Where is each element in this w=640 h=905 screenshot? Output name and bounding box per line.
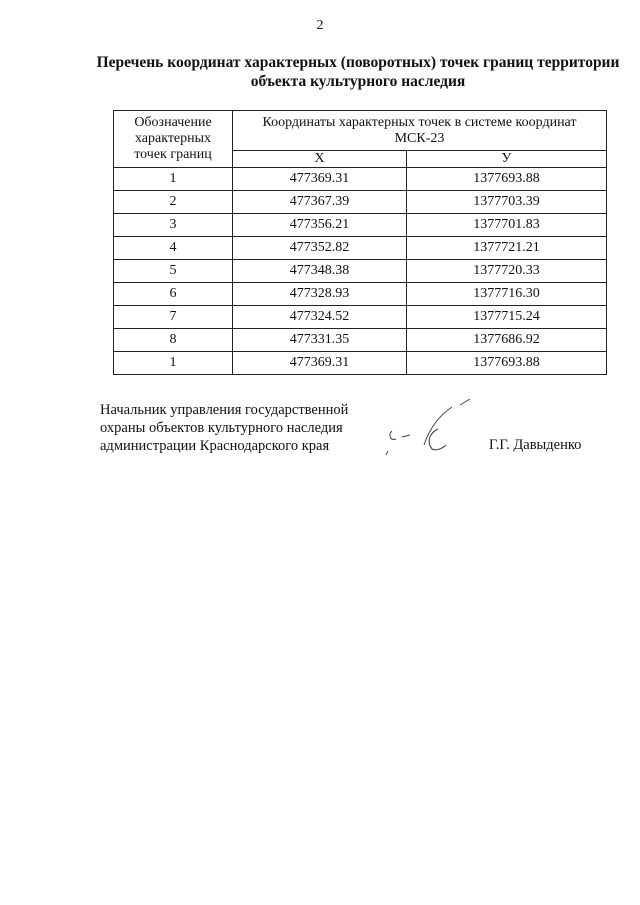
signer-position-line-1: Начальник управления государственной bbox=[100, 402, 349, 418]
point-cell: 1 bbox=[114, 168, 233, 191]
header-coords-line-1: Координаты характерных точек в системе координат bbox=[262, 115, 577, 131]
header-x: Х bbox=[233, 150, 407, 167]
point-cell: 2 bbox=[114, 191, 233, 214]
x-cell: 477348.38 bbox=[233, 260, 407, 283]
point-cell: 3 bbox=[114, 214, 233, 237]
header-point-line-2: характерных bbox=[134, 131, 212, 146]
table-row bbox=[114, 191, 607, 214]
table-row bbox=[114, 329, 607, 352]
table-row bbox=[114, 352, 607, 375]
header-coords-line-2: МСК-23 bbox=[394, 131, 445, 147]
point-cell: 1 bbox=[114, 352, 233, 375]
point-cell: 6 bbox=[114, 283, 233, 306]
x-cell: 477352.82 bbox=[233, 237, 407, 260]
header-point-line-1: Обозначение bbox=[134, 115, 212, 130]
header-point-designation bbox=[114, 111, 233, 168]
x-cell: 477369.31 bbox=[233, 168, 407, 191]
point-cell: 4 bbox=[114, 237, 233, 260]
x-cell: 477356.21 bbox=[233, 214, 407, 237]
title-line-1: Перечень координат характерных (поворотных) точек границ территории bbox=[96, 54, 620, 71]
header-y: У bbox=[407, 150, 607, 167]
table-row bbox=[114, 168, 607, 191]
table-body bbox=[114, 168, 607, 375]
y-cell: 1377703.39 bbox=[407, 191, 607, 214]
signer-position bbox=[100, 401, 348, 455]
signer-name: Г.Г. Давыденко bbox=[489, 437, 582, 453]
point-cell: 7 bbox=[114, 306, 233, 329]
signer-position-line-3: администрации Краснодарского края bbox=[100, 438, 330, 454]
y-cell: 1377715.24 bbox=[407, 306, 607, 329]
header-coordinates bbox=[233, 111, 607, 151]
coordinates-table bbox=[113, 110, 607, 375]
x-cell: 477324.52 bbox=[233, 306, 407, 329]
x-cell: 477367.39 bbox=[233, 191, 407, 214]
table-row bbox=[114, 283, 607, 306]
y-cell: 1377721.21 bbox=[407, 237, 607, 260]
point-cell: 5 bbox=[114, 260, 233, 283]
handwritten-signature bbox=[380, 393, 480, 463]
y-cell: 1377720.33 bbox=[407, 260, 607, 283]
table-row bbox=[114, 260, 607, 283]
y-cell: 1377693.88 bbox=[407, 352, 607, 375]
point-cell: 8 bbox=[114, 329, 233, 352]
y-cell: 1377686.92 bbox=[407, 329, 607, 352]
x-cell: 477331.35 bbox=[233, 329, 407, 352]
page-number: 2 bbox=[316, 18, 324, 33]
document-title bbox=[96, 53, 620, 91]
table-row bbox=[114, 214, 607, 237]
x-cell: 477369.31 bbox=[233, 352, 407, 375]
y-cell: 1377701.83 bbox=[407, 214, 607, 237]
signer-position-line-2: охраны объектов культурного наследия bbox=[100, 420, 343, 436]
table-row bbox=[114, 306, 607, 329]
title-line-2: объекта культурного наследия bbox=[250, 73, 466, 90]
header-point-line-3: точек границ bbox=[134, 147, 212, 162]
x-cell: 477328.93 bbox=[233, 283, 407, 306]
y-cell: 1377716.30 bbox=[407, 283, 607, 306]
table-row bbox=[114, 237, 607, 260]
y-cell: 1377693.88 bbox=[407, 168, 607, 191]
